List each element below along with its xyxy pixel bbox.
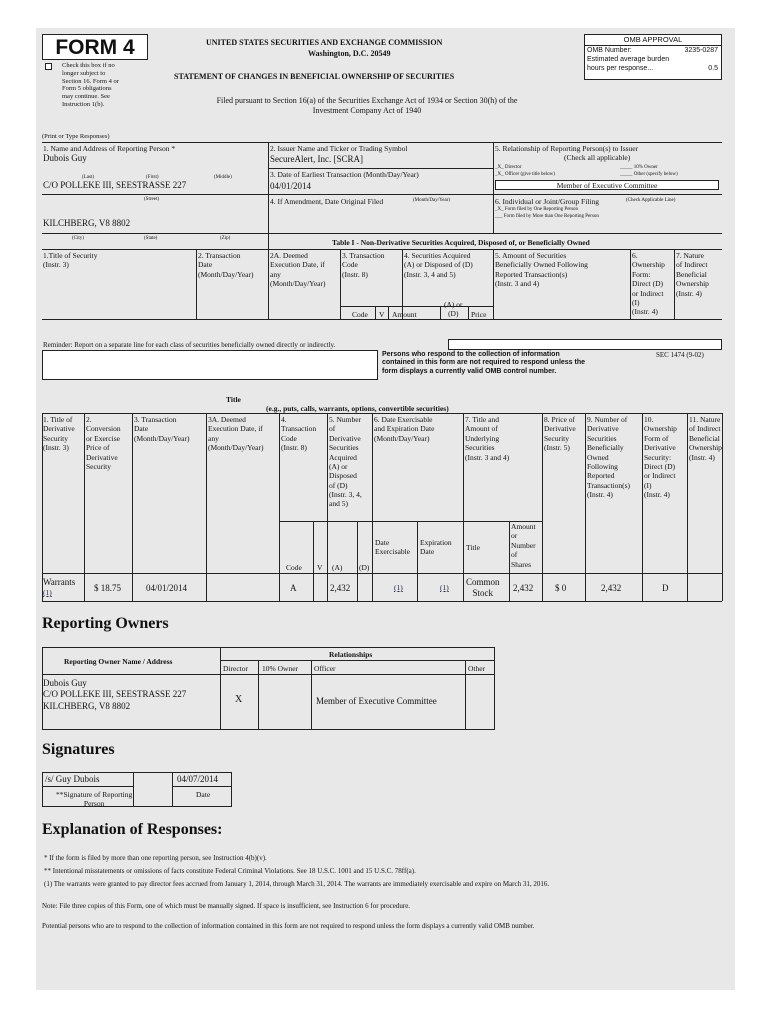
t2-h6: 6. Date Exercisable and Expiration Date (Month/Day/Year) — [374, 415, 435, 443]
omb-title: OMB APPROVAL — [585, 35, 721, 46]
owners-director: Director — [223, 664, 248, 673]
owner-officer-title: Member of Executive Committee — [316, 696, 437, 706]
state-label: (State) — [144, 236, 158, 241]
t1-col3: 3. Transaction Code (Instr. 8) — [342, 251, 385, 279]
explanation-note: Note: File three copies of this Form, one of which must be manually signed. If space is insufficient, see Instruction 6 for procedure. — [42, 902, 411, 910]
filed-pursuant: Filed pursuant to Section 16(a) of the Securities Exchange Act of 1934 or Section 30(h) of the Investment Company Act of 1940 — [216, 96, 518, 115]
t2-amount: Amount or Number of Shares — [511, 522, 536, 569]
t1-price: Price — [471, 310, 487, 319]
t2-title: Title — [466, 543, 480, 552]
t2-code: Code — [286, 563, 302, 572]
statement-title: STATEMENT OF CHANGES IN BENEFICIAL OWNERSHIP OF SECURITIES — [174, 72, 455, 81]
box4-label: 4. If Amendment, Date Original Filed — [270, 197, 384, 206]
row-footnote-link[interactable]: (1) — [43, 588, 52, 597]
reminder-text: Reminder: Report on a separate line for each class of securities beneficially owned directly or indirectly. — [43, 341, 336, 349]
filing-line2: ___ Form filed by More than One Reporting Person — [495, 214, 599, 219]
t2-v: V — [317, 563, 323, 572]
t1-col1: 1.Title of Security (Instr. 3) — [43, 251, 98, 270]
street-label: (Street) — [144, 197, 159, 202]
row-code: A — [290, 583, 297, 593]
t1-col2: 2. Transaction Date (Month/Day/Year) — [198, 251, 254, 279]
t2-h9: 9. Number of Derivative Securities Beneficially Owned Following Reported Transaction(s) (Instr. 4) — [587, 415, 631, 499]
t2-h7: 7. Title and Amount of Underlying Securities (Instr. 3 and 4) — [465, 415, 510, 462]
row-form: D — [662, 583, 669, 593]
form-title: FORM 4 — [55, 36, 135, 59]
last-label: (Last) — [82, 175, 94, 180]
explanation-heading: Explanation of Responses: — [42, 821, 223, 838]
owners-other: Other — [468, 664, 486, 673]
omb-number: 3235-0287 — [684, 47, 718, 54]
row-deriv-price: $ 0 — [555, 583, 567, 593]
other-check: _____ Other (specify below) — [620, 172, 678, 177]
signature-date: 04/07/2014 — [177, 774, 219, 784]
date-label: Date — [196, 790, 211, 799]
t2-h4: 4. Transaction Code (Instr. 8) — [281, 415, 317, 453]
filing-line1: _X_ Form filed by One Reporting Person — [495, 207, 579, 212]
t2-h3: 3. Transaction Date (Month/Day/Year) — [134, 415, 190, 443]
table2-title: Title — [226, 395, 241, 404]
issuer-name: SecureAlert, Inc. [SCRA] — [270, 154, 363, 164]
t1-amount: Amount — [392, 310, 417, 319]
city-label: (City) — [72, 236, 84, 241]
t1-col4: 4. Securities Acquired (A) or Disposed of (D) (Instr. 3, 4 and 5) — [404, 251, 473, 279]
middle-label: (Middle) — [214, 175, 232, 180]
signatures-heading: Signatures — [42, 741, 115, 758]
reminder-box-left — [42, 350, 378, 380]
t2-h1: 1. Title of Derivative Security (Instr. 3) — [43, 415, 75, 453]
box6-label: 6. Individual or Joint/Group Filing — [495, 197, 599, 206]
t2-h3a: 3A. Deemed Execution Date, if any (Month/Day/Year) — [208, 415, 264, 453]
row-price: $ 18.75 — [94, 583, 121, 593]
earliest-transaction-date: 04/01/2014 — [270, 181, 312, 191]
row-date-ex-footnote[interactable]: (1) — [394, 583, 403, 592]
box5-sub: (Check all applicable) — [564, 153, 631, 162]
explanation-line2: ** Intentional misstatements or omissions of facts constitute Federal Criminal Violations. See 18 U.S.C. 1001 and 15 U.S.C. 78ff(a). — [44, 867, 416, 875]
row-exp-footnote[interactable]: (1) — [440, 583, 449, 592]
officer-title: Member of Executive Committee — [556, 181, 658, 190]
t2-h11: 11. Nature of Indirect Beneficial Ownership (Instr. 4) — [689, 415, 722, 462]
t2-h5: 5. Number of Derivative Securities Acquired (A) or Disposed of (D) (Instr. 3, 4, and 5) — [329, 415, 362, 509]
owner-name-address: Dubois Guy C/O POLLEKE III, SEESTRASSE 227 KILCHBERG, V8 8802 — [43, 678, 187, 711]
box3-label: 3. Date of Earliest Transaction (Month/Day/Year) — [270, 170, 419, 179]
ten-percent-check: _____ 10% Owner — [620, 165, 658, 170]
t2-h2: 2. Conversion or Exercise Price of Derivative Security — [86, 415, 121, 471]
officer-title-box — [495, 180, 719, 190]
persons-notice: Persons who respond to the collection of information contained in this form are not required to respond unless the form displays a currently valid OMB control number. — [382, 351, 586, 375]
agency-name: UNITED STATES SECURITIES AND EXCHANGE COMMISSION — [206, 38, 443, 47]
checkbox-text: Check this box if no longer subject to Section 16. Form 4 or Form 5 obligations may continue. See Instruction 1(b). — [62, 62, 119, 108]
row-underlying: Common Stock — [466, 577, 500, 599]
form-page — [36, 28, 735, 990]
t1-col7: 7. Nature of Indirect Beneficial Ownership (Instr. 4) — [676, 251, 709, 298]
reporting-person-name: Dubois Guy — [43, 153, 87, 163]
street-address: C/O POLLEKE III, SEESTRASSE 227 — [43, 180, 187, 190]
t1-col5: 5. Amount of Securities Beneficially Owned Following Reported Transaction(s) (Instr. 3 and 4) — [495, 251, 588, 289]
agency-location: Washington, D.C. 20549 — [308, 49, 391, 58]
t1-col2a: 2A. Deemed Execution Date, if any (Month/Day/Year) — [270, 251, 326, 289]
explanation-potential: Potential persons who are to respond to the collection of information contained in this form are not required to respond unless the form displays a currently valid OMB number. — [42, 922, 535, 930]
t2-d: (D) — [359, 563, 370, 572]
row-security: Warrants — [43, 577, 76, 587]
owners-col-name: Reporting Owner Name / Address — [64, 657, 173, 666]
omb-number-label: OMB Number: — [587, 47, 632, 54]
t2-h10: 10. Ownership Form of Derivative Security: Direct (D) or Indirect (I) (Instr. 4) — [644, 415, 677, 499]
no-longer-subject-checkbox[interactable] — [45, 63, 52, 70]
omb-burden-label: Estimated average burden — [587, 56, 670, 63]
t1-code: Code — [352, 310, 368, 319]
sec-number: SEC 1474 (9-02) — [656, 351, 704, 359]
reporting-owners-heading: Reporting Owners — [42, 615, 169, 632]
city-address: KILCHBERG, V8 8802 — [43, 218, 131, 228]
signature-label: **Signature of Reporting Person — [56, 790, 133, 809]
t1-aord: (A) or (D) — [444, 300, 463, 319]
row-date: 04/01/2014 — [146, 583, 188, 593]
omb-hours-label: hours per response... — [587, 65, 654, 72]
zip-label: (Zip) — [220, 236, 231, 241]
row-owned: 2,432 — [601, 583, 622, 593]
box2-label: 2. Issuer Name and Ticker or Trading Symbol — [270, 144, 408, 153]
t2-a: (A) — [332, 563, 343, 572]
form-title-box — [42, 34, 148, 60]
owner-director-mark: X — [235, 694, 243, 705]
box1-label: 1. Name and Address of Reporting Person * — [43, 144, 176, 153]
owners-officer: Officer — [314, 664, 336, 673]
explanation-footnote1: (1) The warrants were granted to pay director fees accrued from January 1, 2014, through March 31, 2014. The warrants are immediately exercisable and expire on March 31, 2016. — [44, 880, 550, 888]
t2-h8: 8. Price of Derivative Security (Instr. 5) — [544, 415, 576, 453]
reminder-box-right — [448, 339, 722, 350]
print-type: (Print or Type Responses) — [42, 133, 110, 140]
table2-subtitle: (e.g., puts, calls, warrants, options, convertible securities) — [266, 404, 449, 413]
director-check: _X_ Director — [495, 165, 522, 170]
box5-label: 5. Relationship of Reporting Person(s) to Issuer — [495, 144, 639, 153]
officer-check: _X_ Officer (give title below) — [495, 172, 555, 177]
box4-sub: (Month/Day/Year) — [413, 198, 450, 203]
signature-name: /s/ Guy Dubois — [45, 774, 100, 784]
explanation-line1: * If the form is filed by more than one reporting person, see Instruction 4(b)(v). — [44, 854, 267, 862]
first-label: (First) — [146, 175, 159, 180]
owners-ten: 10% Owner — [262, 664, 299, 673]
owners-relationships: Relationships — [329, 650, 373, 659]
omb-hours: 0.5 — [708, 65, 718, 72]
t1-col6: 6. Ownership Form: Direct (D) or Indirect (I) (Instr. 4) — [632, 251, 665, 317]
row-acquired: 2,432 — [330, 583, 351, 593]
t2-exp: Expiration Date — [420, 538, 452, 557]
table1-title: Table I - Non-Derivative Securities Acquired, Disposed of, or Beneficially Owned — [332, 238, 590, 247]
row-shares: 2,432 — [513, 583, 534, 593]
box6-sub: (Check Applicable Line) — [626, 198, 676, 203]
omb-approval-box — [584, 34, 722, 80]
t1-v: V — [379, 310, 385, 319]
t2-date-ex: Date Exercisable — [375, 538, 410, 557]
